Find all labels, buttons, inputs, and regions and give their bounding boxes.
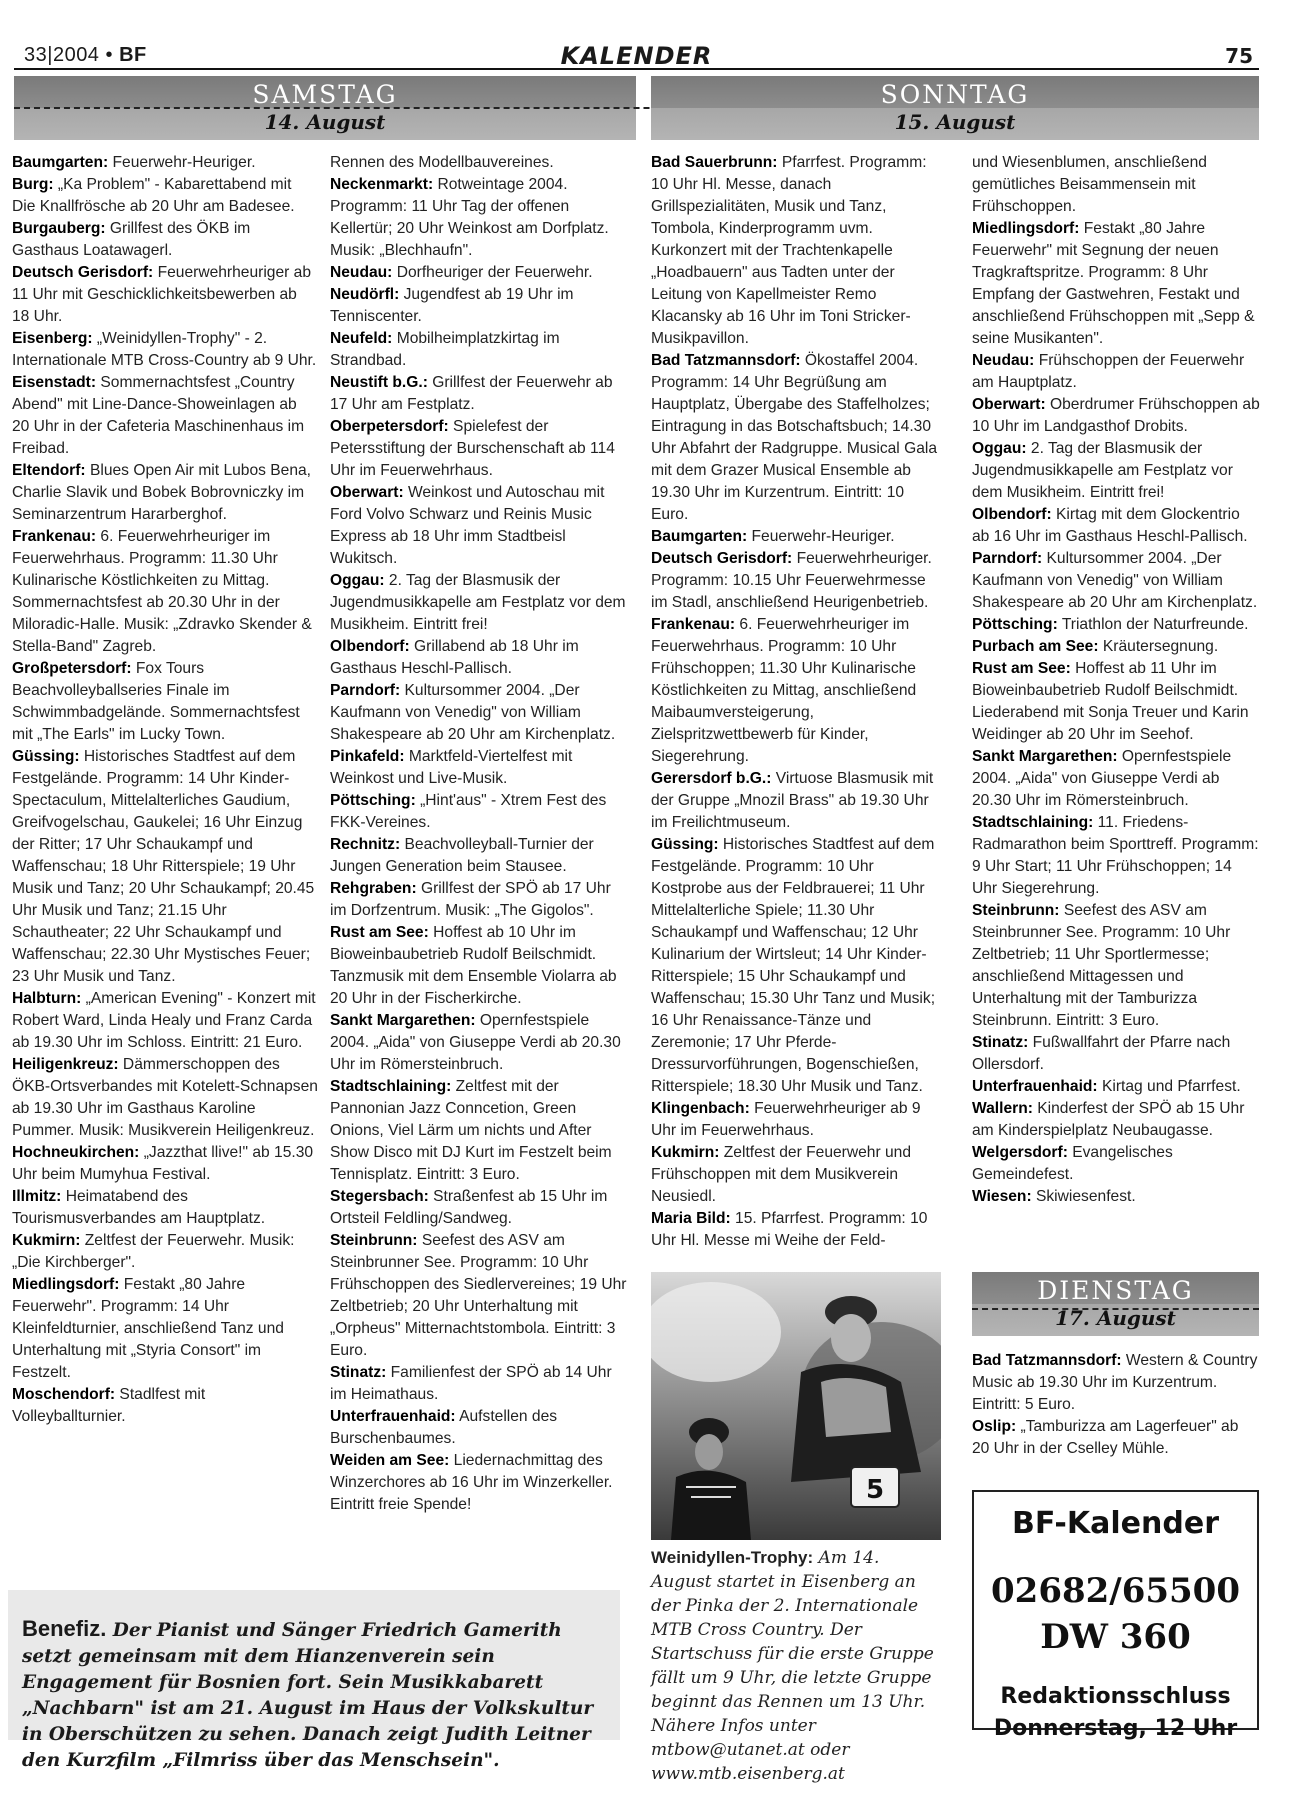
event-entry (12, 152, 318, 174)
event-text: und Wiesenblumen, anschließend gemütliches Beisammensein mit Frühschoppen. (972, 154, 1207, 215)
event-entry (972, 152, 1260, 218)
event-text: Blues Open Air mit Lubos Bena, Charlie Slavik und Bobek Bobrovniczky im Seminarzentrum Hararberghof. (12, 462, 312, 523)
event-place: Wiesen: (972, 1188, 1032, 1205)
issue-number: 33|2004 (24, 44, 100, 66)
event-text: Fußwallfahrt der Pfarre nach Ollersdorf. (972, 1034, 1231, 1073)
sunday-banner (651, 76, 1259, 140)
event-text: Evangelisches Gemeindefest. (972, 1144, 1173, 1183)
event-text: Historisches Stadtfest auf dem Festgelände. Programm: 10 Uhr Kostprobe aus der Feldbrauerei; 11 Uhr Mittelalterliche Spiele; 11.30 Uhr Schaukampf und Waffenschau; 12 Uhr Kulinarium der Wirtsleut; 14 Uhr Kinder-Ritterspiele; 15 Uhr Schaukampf und Waffenschau; 15.30 Uhr Tanz und Musik; 16 Uhr Renaissance-Tänze und Zeremonie; 17 Uhr Pferde-Dressurvorführungen, Bogenschießen, Ritterspiele; 18.30 Uhr Musik und Tanz. (651, 836, 936, 1095)
event-text: Grillfest des ÖKB im Gasthaus Loatawagerl. (12, 220, 251, 259)
event-entry (972, 1076, 1260, 1098)
event-entry (12, 262, 318, 328)
event-place: Steinbrunn: (330, 1232, 418, 1249)
event-entry (330, 1076, 630, 1186)
event-text: Grillfest der SPÖ ab 17 Uhr im Dorfzentrum. Musik: „The Gigolos". (330, 880, 611, 919)
event-place: Eisenberg: (12, 330, 93, 347)
event-text: Dorfheuriger der Feuerwehr. (392, 264, 593, 281)
event-entry (330, 790, 630, 834)
event-text: Fox Tours Beachvolleyballseries Finale im Schwimmbadgelände. Sommernachtsfest mit „The Earls" im Lucky Town. (12, 660, 300, 743)
event-entry (651, 834, 943, 1098)
event-place: Deutsch Gerisdorf: (12, 264, 154, 281)
event-entry (330, 482, 630, 570)
event-place: Neudörfl: (330, 286, 400, 303)
cycling-photo (651, 1272, 941, 1540)
event-text: 2. Tag der Blasmusik der Jugendmusikkapelle am Festplatz vor dem Musikheim. Eintritt frei! (972, 440, 1233, 501)
event-text: Hoffest ab 11 Uhr im Bioweinbaubetrieb Rudolf Beilschmidt. Liederabend mit Sonja Treuer und Karin Weidinger ab 20 Uhr im Seehof. (972, 660, 1249, 743)
event-entry (972, 1142, 1260, 1186)
event-text: Hoffest ab 10 Uhr im Bioweinbaubetrieb Rudolf Beilschmidt. Tanzmusik mit dem Ensemble Violarra ab 20 Uhr in der Fischerkirche. (330, 924, 617, 1007)
event-place: Stegersbach: (330, 1188, 429, 1205)
event-entry (972, 812, 1260, 900)
event-entry (330, 174, 630, 262)
tuesday-day: DIENSTAG (1037, 1276, 1194, 1305)
event-text: Zeltfest der Feuerwehr. Musik: „Die Kirchberger". (12, 1232, 295, 1271)
event-text: Ökostaffel 2004. Programm: 14 Uhr Begrüßung am Hauptplatz, Übergabe des Staffelholzes; Eintragung in das Botschaftsbuch; 14.30 Uhr Abfahrt der Radgruppe. Musical Gala mit dem Grazer Musical Ensemble ab 19.30 Uhr im Kurzentrum. Eintritt: 10 Euro. (651, 352, 938, 523)
event-entry (330, 284, 630, 328)
event-text: Straßenfest ab 15 Uhr im Ortsteil Feldling/Sandweg. (330, 1188, 608, 1227)
event-place: Maria Bild: (651, 1210, 731, 1227)
event-text: Feuerwehrheuriger ab 9 Uhr im Feuerwehrhaus. (651, 1100, 921, 1139)
event-place: Bad Tatzmannsdorf: (651, 352, 801, 369)
bf-kalender-title: BF-Kalender (1012, 1506, 1219, 1541)
event-place: Neufeld: (330, 330, 393, 347)
event-text: Seefest des ASV am Steinbrunner See. Programm: 10 Uhr Frühschoppen des Siedlervereines; 19 Uhr Zeltbetrieb; 20 Uhr Unterhaltung mit „Orpheus" Mitternachtstombola. Eintritt: 3 Euro. (330, 1232, 627, 1359)
benefiz-box (8, 1590, 620, 1771)
event-text: Kultursommer 2004. „Der Kaufmann von Venedig" von William Shakespeare ab 20 Uhr am Kirchenplatz. (330, 682, 616, 743)
event-entry (330, 372, 630, 416)
event-place: Burgauberg: (12, 220, 106, 237)
bib-number: 5 (865, 1475, 885, 1505)
bf-kalender-box (972, 1490, 1259, 1741)
tuesday-date: 17. August (1055, 1306, 1176, 1330)
event-text: Familienfest der SPÖ ab 14 Uhr im Heimathaus. (330, 1364, 612, 1403)
event-place: Kukmirn: (12, 1232, 81, 1249)
event-text: 11. Friedens-Radmarathon beim Sporttreff. Programm: 9 Uhr Start; 11 Uhr Frühschoppen; 14 Uhr Siegerehrung. (972, 814, 1259, 897)
event-place: Rechnitz: (330, 836, 401, 853)
event-entry (972, 394, 1260, 438)
event-place: Stinatz: (330, 1364, 387, 1381)
event-text: Kirtag und Pfarrfest. (1097, 1078, 1241, 1095)
event-text: Grillfest der Feuerwehr ab 17 Uhr am Festplatz. (330, 374, 613, 413)
event-entry (12, 1186, 318, 1230)
event-text: Seefest des ASV am Steinbrunner See. Programm: 10 Uhr Zeltbetrieb; 11 Uhr Sportlermesse; anschließend Mittagessen und Unterhaltung mit der Tamburizza Steinbrunn. Eintritt: 3 Euro. (972, 902, 1231, 1029)
event-entry (972, 614, 1260, 636)
event-text: Mobilheimplatzkirtag im Strandbad. (330, 330, 560, 369)
event-text: Spielefest der Petersstiftung der Burschenschaft ab 114 Uhr im Feuerwehrhaus. (330, 418, 615, 479)
saturday-column-2 (330, 152, 630, 1516)
event-entry (12, 1384, 318, 1428)
tuesday-divider (972, 1308, 1259, 1310)
event-place: Heiligenkreuz: (12, 1056, 119, 1073)
event-place: Pöttsching: (330, 792, 416, 809)
event-place: Rust am See: (330, 924, 429, 941)
event-place: Eltendorf: (12, 462, 86, 479)
event-entry (972, 218, 1260, 350)
saturday-date: 14. August (264, 110, 386, 134)
event-place: Unterfrauenhaid: (972, 1078, 1098, 1095)
event-text: Frühschoppen der Feuerwehr am Hauptplatz. (972, 352, 1245, 391)
event-entry (330, 878, 630, 922)
event-text: „American Evening" - Konzert mit Robert Ward, Linda Healy und Franz Carda ab 19.30 Uhr im Schloss. Eintritt: 21 Euro. (12, 990, 316, 1051)
deadline-label: Redaktionsschluss (1000, 1684, 1231, 1709)
event-text: Festakt „80 Jahre Feuerwehr". Programm: 14 Uhr Kleinfeldturnier, anschließend Tanz und Unterhaltung mit „Styria Consort" im Festzelt. (12, 1276, 284, 1381)
event-entry (330, 636, 630, 680)
event-entry (972, 1416, 1260, 1460)
saturday-day: SAMSTAG (252, 80, 398, 109)
event-place: Oberwart: (972, 396, 1046, 413)
event-entry (12, 1142, 318, 1186)
event-text: „Jazzthat llive!" ab 15.30 Uhr beim Mumyhua Festival. (12, 1144, 314, 1183)
event-place: Stadtschlaining: (972, 814, 1094, 831)
event-text: 15. Pfarrfest. Programm: 10 Uhr Hl. Messe mi Weihe der Feld- (651, 1210, 928, 1249)
benefiz-text: Der Pianist und Sänger Friedrich Gamerith setzt gemeinsam mit dem Hianzenverein sein Engagement für Bosnien fort. Sein Musikkabarett „Nachbarn" ist am 21. August im Haus der Volkskultur in Oberschützen zu sehen. Danach zeigt Judith Leitner den Kurzfilm „Filmriss über das Menschsein". (22, 1620, 594, 1771)
event-entry (651, 350, 943, 526)
event-place: Pinkafeld: (330, 748, 405, 765)
event-text: Feuerwehr-Heuriger. (108, 154, 256, 171)
event-entry (651, 1142, 943, 1208)
event-text: Oberdrumer Frühschoppen ab 10 Uhr im Landgasthof Drobits. (972, 396, 1260, 435)
event-entry (651, 1208, 943, 1252)
sunday-date: 15. August (894, 110, 1016, 134)
event-place: Bad Sauerbrunn: (651, 154, 778, 171)
event-text: Opernfestspiele 2004. „Aida" von Giuseppe Verdi ab 20.30 Uhr im Römersteinbruch. (972, 748, 1232, 809)
event-text: Zeltfest mit der Pannonian Jazz Conncetion, Green Onions, Viel Lärm um nichts und After Show Disco mit DJ Kurt im Festzelt beim Tennisplatz. Eintritt: 3 Euro. (330, 1078, 612, 1183)
benefiz-lead: Benefiz. (22, 1616, 107, 1641)
event-entry (12, 658, 318, 746)
event-place: Rust am See: (972, 660, 1071, 677)
event-place: Deutsch Gerisdorf: (651, 550, 793, 567)
event-entry (330, 746, 630, 790)
event-place: Oggau: (330, 572, 385, 589)
event-place: Oggau: (972, 440, 1027, 457)
event-place: Hochneukirchen: (12, 1144, 140, 1161)
event-text: Kultursommer 2004. „Der Kaufmann von Venedig" von William Shakespeare ab 20 Uhr am Kirchenplatz. (972, 550, 1258, 611)
event-place: Burg: (12, 176, 54, 193)
event-entry (651, 1098, 943, 1142)
event-text: Beachvolleyball-Turnier der Jungen Generation beim Stausee. (330, 836, 594, 875)
event-place: Baumgarten: (651, 528, 748, 545)
event-place: Klingenbach: (651, 1100, 750, 1117)
event-text: Heimatabend des Tourismusverbandes am Hauptplatz. (12, 1188, 266, 1227)
event-entry (12, 1054, 318, 1142)
event-place: Stadtschlaining: (330, 1078, 452, 1095)
saturday-column-1 (12, 152, 318, 1428)
event-entry (972, 1032, 1260, 1076)
event-entry (972, 504, 1260, 548)
event-entry (972, 636, 1260, 658)
event-text: „Ka Problem" - Kabarettabend mit Die Knallfrösche ab 20 Uhr am Badesee. (12, 176, 295, 215)
event-place: Frankenau: (651, 616, 736, 633)
event-entry (12, 1230, 318, 1274)
event-text: Feuerwehrheuriger. Programm: 10.15 Uhr Feuerwehrmesse im Stadl, anschließend Heurigenbetrieb. (651, 550, 932, 611)
event-text: Western & Country Music ab 19.30 Uhr im Kurzentrum. Eintritt: 5 Euro. (972, 1352, 1258, 1413)
event-text: 6. Feuerwehrheuriger im Feuerwehrhaus. Programm: 11.30 Uhr Kulinarische Köstlichkeiten zu Mittag. Sommernachtsfest ab 20.30 Uhr in der Miloradic-Halle. Musik: „Zdravko Skender & Stella-Band" Zagreb. (12, 528, 312, 655)
cyclist-illustration (651, 1272, 941, 1540)
event-entry (651, 526, 943, 548)
caption-title: Weinidyllen-Trophy: (651, 1548, 814, 1567)
event-text: Grillabend ab 18 Uhr im Gasthaus Heschl-Pallisch. (330, 638, 579, 677)
event-entry (12, 174, 318, 218)
event-entry (12, 526, 318, 658)
event-entry (330, 328, 630, 372)
event-text: Dämmerschoppen des ÖKB-Ortsverbandes mit Kotelett-Schnapsen ab 19.30 Uhr im Gasthaus Karoline Pummer. Musik: Musikverein Heiligenkreuz. (12, 1056, 318, 1139)
event-text: Jugendfest ab 19 Uhr im Tenniscenter. (330, 286, 574, 325)
event-text: „Tamburizza am Lagerfeuer" ab 20 Uhr in der Cselley Mühle. (972, 1418, 1239, 1457)
photo-caption (651, 1546, 941, 1786)
event-place: Frankenau: (12, 528, 97, 545)
event-place: Moschendorf: (12, 1386, 116, 1403)
event-place: Welgersdorf: (972, 1144, 1068, 1161)
event-text: Stadlfest mit Volleyballturnier. (12, 1386, 206, 1425)
event-entry (330, 1186, 630, 1230)
event-text: Kirtag mit dem Glockentrio ab 16 Uhr im Gasthaus Heschl-Pallisch. (972, 506, 1248, 545)
issue-label: 33|2004 • BF (24, 44, 147, 66)
event-entry (330, 416, 630, 482)
event-text: Feuerwehr-Heuriger. (747, 528, 895, 545)
section-title: KALENDER (560, 42, 713, 70)
event-entry (972, 1186, 1260, 1208)
event-place: Olbendorf: (972, 506, 1052, 523)
event-place: Oberpetersdorf: (330, 418, 449, 435)
bf-kalender-phone: 02682/65500 (991, 1571, 1240, 1611)
event-text: Skiwiesenfest. (1031, 1188, 1136, 1205)
event-text: „Weinidyllen-Trophy" - 2. Internationale MTB Cross-Country ab 9 Uhr. (12, 330, 317, 369)
event-place: Weiden am See: (330, 1452, 450, 1469)
event-text: Sommernachtsfest „Country Abend" mit Line-Dance-Showeinlagen ab 20 Uhr in der Cafeteria Maschinenhaus im Freibad. (12, 374, 305, 457)
event-text: Virtuose Blasmusik mit der Gruppe „Mnozil Brass" ab 19.30 Uhr im Freilichtmuseum. (651, 770, 934, 831)
event-entry (330, 680, 630, 746)
event-place: Gerersdorf b.G.: (651, 770, 772, 787)
event-text: Triathlon der Naturfreunde. (1057, 616, 1249, 633)
event-entry (330, 1010, 630, 1076)
event-place: Güssing: (651, 836, 719, 853)
page-header (14, 42, 1259, 70)
event-entry (651, 152, 943, 350)
event-entry (651, 614, 943, 768)
event-entry (12, 328, 318, 372)
event-text: Weinkost und Autoschau mit Ford Volvo Schwarz und Reinis Music Express ab 18 Uhr imm Stadtbeisl Wukitsch. (330, 484, 605, 567)
event-place: Güssing: (12, 748, 80, 765)
event-entry (972, 900, 1260, 1032)
event-place: Neudau: (972, 352, 1035, 369)
event-entry (330, 922, 630, 1010)
event-entry (972, 1098, 1260, 1142)
event-place: Illmitz: (12, 1188, 62, 1205)
event-entry (330, 1406, 630, 1450)
event-entry (972, 350, 1260, 394)
event-place: Parndorf: (330, 682, 401, 699)
event-entry (651, 548, 943, 614)
event-entry (651, 768, 943, 834)
event-place: Pöttsching: (972, 616, 1058, 633)
event-text: Kinderfest der SPÖ ab 15 Uhr am Kinderspielplatz Neubaugasse. (972, 1100, 1245, 1139)
event-place: Parndorf: (972, 550, 1043, 567)
event-text: Zeltfest der Feuerwehr und Frühschoppen mit dem Musikverein Neusiedl. (651, 1144, 912, 1205)
event-entry (12, 746, 318, 988)
event-text: Marktfeld-Viertelfest mit Weinkost und Live-Musik. (330, 748, 573, 787)
event-entry (972, 746, 1260, 812)
event-entry (12, 1274, 318, 1384)
event-place: Großpetersdorf: (12, 660, 132, 677)
page-number: 75 (1225, 44, 1253, 68)
event-place: Unterfrauenhaid: (330, 1408, 456, 1425)
event-place: Miedlingsdorf: (12, 1276, 120, 1293)
event-entry (330, 834, 630, 878)
deadline-value: Donnerstag, 12 Uhr (993, 1716, 1238, 1741)
event-text: Festakt „80 Jahre Feuerwehr" mit Segnung der neuen Tragkraftspritze. Programm: 8 Uhr Empfang der Gastwehren, Festakt und anschließend Frühschoppen mit „Sepp & seine Musikanten". (972, 220, 1255, 347)
event-place: Baumgarten: (12, 154, 109, 171)
caption-text: Am 14. August startet in Eisenberg an der Pinka der 2. Internationale MTB Cross Country. Der Startschuss für die erste Gruppe fällt um 9 Uhr, die letzte Gruppe beginnt das Rennen um 13 Uhr. Nähere Infos unter mtbow@utanet.at oder www.mtb.eisenberg.at (651, 1548, 934, 1784)
event-place: Purbach am See: (972, 638, 1099, 655)
event-entry (972, 1350, 1260, 1416)
tuesday-banner (972, 1272, 1259, 1336)
event-entry (330, 1362, 630, 1406)
event-text: 2. Tag der Blasmusik der Jugendmusikkapelle am Festplatz vor dem Musikheim. Eintritt frei! (330, 572, 626, 633)
event-text: Rennen des Modellbauvereines. (330, 154, 554, 171)
event-entry (12, 460, 318, 526)
event-entry (972, 438, 1260, 504)
event-text: Pfarrfest. Programm: 10 Uhr Hl. Messe, danach Grillspezialitäten, Musik und Tanz, Tombola, Kinderprogramm uvm. Kurkonzert mit der Trachtenkapelle „Hoadbauern" aus Tadten unter der Leitung von Kapellmeister Remo Klacansky ab 16 Uhr im Toni Stricker-Musikpavillon. (651, 154, 927, 347)
event-place: Neustift b.G.: (330, 374, 428, 391)
sunday-day: SONNTAG (880, 80, 1030, 109)
event-entry (972, 548, 1260, 614)
event-text: Feuerwehrheuriger ab 11 Uhr mit Geschicklichkeitsbewerben ab 18 Uhr. (12, 264, 312, 325)
event-place: Kukmirn: (651, 1144, 720, 1161)
event-text: „Hint'aus" - Xtrem Fest des FKK-Vereines. (330, 792, 607, 831)
event-entry (330, 1450, 630, 1516)
event-place: Rehgraben: (330, 880, 417, 897)
event-place: Halbturn: (12, 990, 82, 1007)
event-entry (330, 570, 630, 636)
event-place: Bad Tatzmannsdorf: (972, 1352, 1122, 1369)
tuesday-column (972, 1350, 1260, 1460)
bf-kalender-extension: DW 360 (1040, 1617, 1191, 1657)
event-place: Steinbrunn: (972, 902, 1060, 919)
event-text: Aufstellen des Burschenbaumes. (330, 1408, 558, 1447)
event-entry (330, 1230, 630, 1362)
event-place: Oberwart: (330, 484, 404, 501)
event-place: Sankt Margarethen: (330, 1012, 476, 1029)
event-entry (12, 988, 318, 1054)
sunday-column-2 (972, 152, 1260, 1208)
event-place: Oslip: (972, 1418, 1017, 1435)
event-text: Liedernachmittag des Winzerchores ab 16 Uhr im Winzerkeller. Eintritt freie Spende! (330, 1452, 613, 1513)
event-place: Neudau: (330, 264, 393, 281)
event-text: 6. Feuerwehrheuriger im Feuerwehrhaus. Programm: 10 Uhr Frühschoppen; 11.30 Uhr Kulinarische Köstlichkeiten zu Mittag, anschließend Maibaumversteigerung, Zielspritzwettbewerb für Kinder, Siegerehrung. (651, 616, 917, 765)
event-text: Historisches Stadtfest auf dem Festgelände. Programm: 14 Uhr Kinder-Spectaculum, Mittelalterliches Gaudium, Greifvogelschau, Gaukelei; 16 Uhr Einzug der Ritter; 17 Uhr Schaukampf und Waffenschau; 18 Uhr Ritterspiele; 19 Uhr Musik und Tanz; 20 Uhr Schaukampf; 20.45 Uhr Musik und Tanz; 21.15 Uhr Schautheater; 22 Uhr Schaukampf und Waffenschau; 22.30 Uhr Mystisches Feuer; 23 Uhr Musik und Tanz. (12, 748, 315, 985)
event-text: Kräutersegnung. (1098, 638, 1219, 655)
event-entry (330, 262, 630, 284)
brand-label: BF (119, 44, 147, 66)
event-text: Opernfestspiele 2004. „Aida" von Giuseppe Verdi ab 20.30 Uhr im Römersteinbruch. (330, 1012, 621, 1073)
event-place: Wallern: (972, 1100, 1033, 1117)
event-entry (12, 218, 318, 262)
event-place: Miedlingsdorf: (972, 220, 1080, 237)
event-entry (12, 372, 318, 460)
sunday-column-1 (651, 152, 943, 1252)
event-place: Neckenmarkt: (330, 176, 434, 193)
event-entry (972, 658, 1260, 746)
event-text: Rotweintage 2004. Programm: 11 Uhr Tag der offenen Kellertür; 20 Uhr Weinkost am Dorfplatz. Musik: „Blechhaufn". (330, 176, 609, 259)
event-place: Sankt Margarethen: (972, 748, 1118, 765)
event-place: Stinatz: (972, 1034, 1029, 1051)
event-place: Eisenstadt: (12, 374, 97, 391)
event-entry (330, 152, 630, 174)
event-place: Olbendorf: (330, 638, 410, 655)
